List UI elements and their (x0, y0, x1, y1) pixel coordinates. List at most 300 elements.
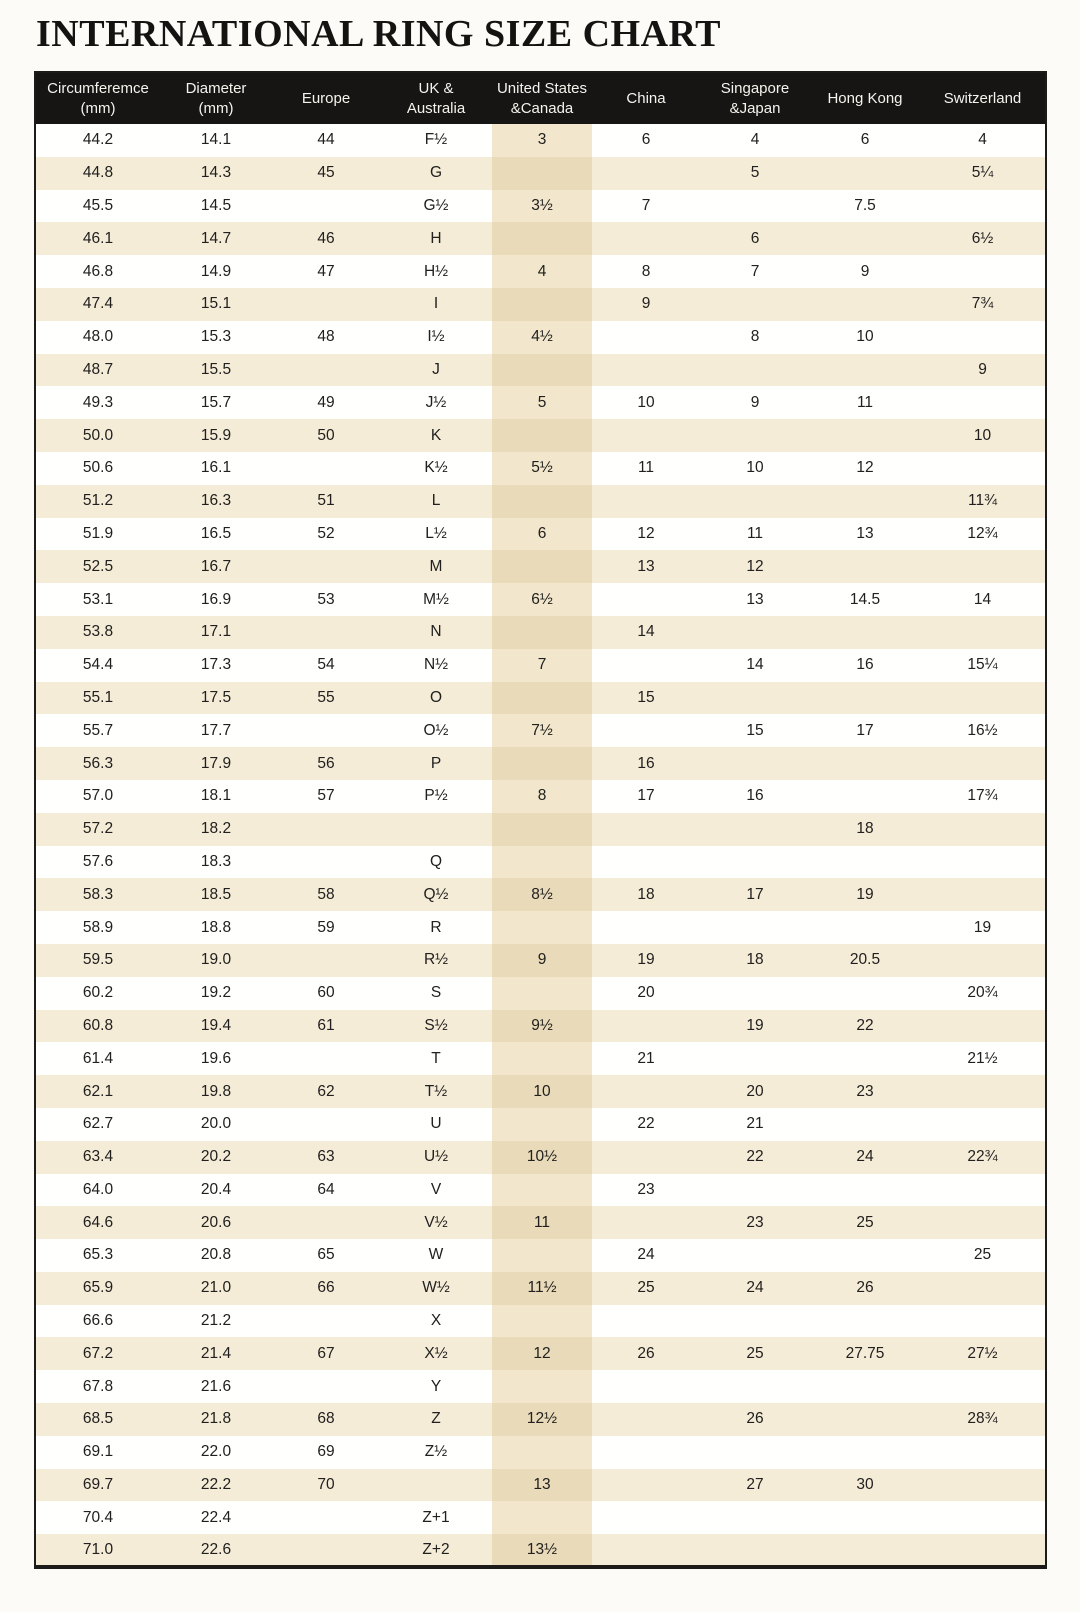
cell-europe: 53 (272, 583, 380, 616)
cell-hong_kong (810, 1501, 920, 1534)
table-row (35, 649, 1046, 682)
cell-china (592, 1534, 700, 1567)
cell-us_canada (492, 813, 592, 846)
table-row (35, 419, 1046, 452)
cell-diameter_mm: 15.7 (160, 386, 272, 419)
cell-switzerland (920, 255, 1046, 288)
column-header-europe: Europe (272, 72, 380, 124)
cell-uk_australia: Q½ (380, 878, 492, 911)
cell-diameter_mm: 15.3 (160, 321, 272, 354)
cell-us_canada (492, 157, 592, 190)
cell-circumference_mm: 50.6 (35, 452, 160, 485)
table-row (35, 780, 1046, 813)
cell-china: 26 (592, 1337, 700, 1370)
cell-switzerland (920, 1075, 1046, 1108)
cell-uk_australia: T (380, 1042, 492, 1075)
table-row (35, 354, 1046, 387)
cell-china: 21 (592, 1042, 700, 1075)
cell-china (592, 1370, 700, 1403)
cell-uk_australia: Z½ (380, 1436, 492, 1469)
cell-china: 19 (592, 944, 700, 977)
cell-uk_australia: M½ (380, 583, 492, 616)
cell-singapore_japan: 9 (700, 386, 810, 419)
table-row (35, 222, 1046, 255)
cell-us_canada (492, 419, 592, 452)
cell-circumference_mm: 57.0 (35, 780, 160, 813)
cell-switzerland: 10 (920, 419, 1046, 452)
cell-europe: 54 (272, 649, 380, 682)
cell-diameter_mm: 20.6 (160, 1206, 272, 1239)
cell-us_canada: 11½ (492, 1272, 592, 1305)
cell-circumference_mm: 48.0 (35, 321, 160, 354)
cell-us_canada (492, 550, 592, 583)
cell-switzerland (920, 1534, 1046, 1567)
cell-china: 8 (592, 255, 700, 288)
cell-circumference_mm: 59.5 (35, 944, 160, 977)
cell-circumference_mm: 46.8 (35, 255, 160, 288)
cell-circumference_mm: 46.1 (35, 222, 160, 255)
cell-europe (272, 1501, 380, 1534)
cell-singapore_japan (700, 1239, 810, 1272)
cell-europe (272, 288, 380, 321)
cell-hong_kong: 26 (810, 1272, 920, 1305)
table-row (35, 485, 1046, 518)
cell-us_canada (492, 485, 592, 518)
cell-us_canada: 10 (492, 1075, 592, 1108)
cell-diameter_mm: 21.6 (160, 1370, 272, 1403)
cell-china (592, 1403, 700, 1436)
cell-hong_kong (810, 747, 920, 780)
cell-diameter_mm: 22.6 (160, 1534, 272, 1567)
table-row (35, 1403, 1046, 1436)
cell-circumference_mm: 53.8 (35, 616, 160, 649)
cell-hong_kong: 27.75 (810, 1337, 920, 1370)
cell-us_canada: 6 (492, 518, 592, 551)
cell-hong_kong (810, 616, 920, 649)
cell-us_canada: 8½ (492, 878, 592, 911)
cell-europe (272, 550, 380, 583)
cell-europe (272, 1042, 380, 1075)
cell-diameter_mm: 19.4 (160, 1010, 272, 1043)
cell-singapore_japan: 18 (700, 944, 810, 977)
cell-europe: 70 (272, 1469, 380, 1502)
cell-singapore_japan (700, 419, 810, 452)
table-row (35, 386, 1046, 419)
cell-switzerland (920, 321, 1046, 354)
cell-hong_kong: 20.5 (810, 944, 920, 977)
cell-china: 17 (592, 780, 700, 813)
cell-switzerland: 17¾ (920, 780, 1046, 813)
cell-china (592, 1305, 700, 1338)
cell-singapore_japan: 12 (700, 550, 810, 583)
cell-europe: 49 (272, 386, 380, 419)
cell-switzerland: 4 (920, 124, 1046, 157)
cell-europe: 44 (272, 124, 380, 157)
cell-us_canada (492, 1370, 592, 1403)
cell-hong_kong: 22 (810, 1010, 920, 1043)
cell-europe (272, 354, 380, 387)
cell-china (592, 1075, 700, 1108)
cell-europe: 48 (272, 321, 380, 354)
cell-uk_australia: P½ (380, 780, 492, 813)
cell-china (592, 419, 700, 452)
cell-europe: 46 (272, 222, 380, 255)
cell-hong_kong (810, 1174, 920, 1207)
column-header-us_canada: United States &Canada (492, 72, 592, 124)
cell-uk_australia: Y (380, 1370, 492, 1403)
table-row (35, 157, 1046, 190)
cell-diameter_mm: 19.0 (160, 944, 272, 977)
cell-china: 15 (592, 682, 700, 715)
cell-switzerland (920, 1272, 1046, 1305)
page-title: INTERNATIONAL RING SIZE CHART (36, 13, 721, 55)
cell-uk_australia: L½ (380, 518, 492, 551)
cell-us_canada (492, 1108, 592, 1141)
cell-switzerland (920, 1436, 1046, 1469)
cell-china (592, 583, 700, 616)
cell-us_canada (492, 222, 592, 255)
cell-europe (272, 1305, 380, 1338)
cell-switzerland: 11¾ (920, 485, 1046, 518)
cell-china: 23 (592, 1174, 700, 1207)
cell-hong_kong (810, 1042, 920, 1075)
cell-switzerland: 6½ (920, 222, 1046, 255)
cell-singapore_japan (700, 354, 810, 387)
cell-hong_kong: 25 (810, 1206, 920, 1239)
cell-singapore_japan (700, 485, 810, 518)
cell-europe: 50 (272, 419, 380, 452)
cell-europe (272, 1108, 380, 1141)
cell-diameter_mm: 17.7 (160, 714, 272, 747)
cell-diameter_mm: 22.0 (160, 1436, 272, 1469)
table-row (35, 190, 1046, 223)
cell-us_canada: 7½ (492, 714, 592, 747)
cell-circumference_mm: 57.6 (35, 846, 160, 879)
cell-china (592, 1501, 700, 1534)
table-row (35, 944, 1046, 977)
cell-us_canada (492, 1239, 592, 1272)
cell-switzerland: 15¼ (920, 649, 1046, 682)
cell-europe: 51 (272, 485, 380, 518)
cell-china (592, 1436, 700, 1469)
cell-singapore_japan (700, 1174, 810, 1207)
cell-diameter_mm: 20.8 (160, 1239, 272, 1272)
cell-singapore_japan (700, 977, 810, 1010)
table-row (35, 1534, 1046, 1567)
cell-europe (272, 616, 380, 649)
cell-hong_kong (810, 1305, 920, 1338)
cell-switzerland: 28¾ (920, 1403, 1046, 1436)
cell-us_canada: 5 (492, 386, 592, 419)
cell-switzerland (920, 1108, 1046, 1141)
cell-switzerland (920, 190, 1046, 223)
cell-us_canada: 12½ (492, 1403, 592, 1436)
cell-uk_australia: M (380, 550, 492, 583)
cell-us_canada: 3½ (492, 190, 592, 223)
table-row (35, 1337, 1046, 1370)
cell-europe (272, 452, 380, 485)
table-row (35, 714, 1046, 747)
cell-hong_kong: 7.5 (810, 190, 920, 223)
cell-uk_australia: T½ (380, 1075, 492, 1108)
cell-diameter_mm: 14.1 (160, 124, 272, 157)
cell-singapore_japan: 25 (700, 1337, 810, 1370)
cell-hong_kong: 12 (810, 452, 920, 485)
cell-diameter_mm: 18.3 (160, 846, 272, 879)
cell-switzerland (920, 386, 1046, 419)
cell-uk_australia: R (380, 911, 492, 944)
cell-hong_kong (810, 550, 920, 583)
table-row (35, 255, 1046, 288)
cell-hong_kong (810, 682, 920, 715)
cell-china (592, 813, 700, 846)
column-header-switzerland: Switzerland (920, 72, 1046, 124)
cell-circumference_mm: 66.6 (35, 1305, 160, 1338)
cell-china (592, 222, 700, 255)
ring-size-table (34, 71, 1047, 1569)
cell-hong_kong: 19 (810, 878, 920, 911)
cell-europe: 62 (272, 1075, 380, 1108)
cell-circumference_mm: 62.7 (35, 1108, 160, 1141)
cell-singapore_japan (700, 1042, 810, 1075)
column-header-hong_kong: Hong Kong (810, 72, 920, 124)
cell-circumference_mm: 69.1 (35, 1436, 160, 1469)
cell-circumference_mm: 65.3 (35, 1239, 160, 1272)
cell-diameter_mm: 16.7 (160, 550, 272, 583)
column-header-china: China (592, 72, 700, 124)
cell-singapore_japan: 17 (700, 878, 810, 911)
cell-hong_kong: 14.5 (810, 583, 920, 616)
cell-switzerland (920, 1174, 1046, 1207)
cell-us_canada: 13 (492, 1469, 592, 1502)
cell-circumference_mm: 54.4 (35, 649, 160, 682)
cell-diameter_mm: 17.1 (160, 616, 272, 649)
cell-singapore_japan: 22 (700, 1141, 810, 1174)
cell-diameter_mm: 19.2 (160, 977, 272, 1010)
cell-uk_australia: H½ (380, 255, 492, 288)
cell-singapore_japan: 23 (700, 1206, 810, 1239)
cell-us_canada (492, 977, 592, 1010)
cell-hong_kong: 6 (810, 124, 920, 157)
cell-china (592, 1010, 700, 1043)
table-row (35, 1370, 1046, 1403)
cell-uk_australia: U½ (380, 1141, 492, 1174)
cell-us_canada (492, 354, 592, 387)
table-row (35, 1141, 1046, 1174)
cell-china (592, 911, 700, 944)
cell-switzerland: 20¾ (920, 977, 1046, 1010)
cell-uk_australia: S½ (380, 1010, 492, 1043)
cell-switzerland: 25 (920, 1239, 1046, 1272)
table-row (35, 1108, 1046, 1141)
cell-china: 7 (592, 190, 700, 223)
cell-europe: 64 (272, 1174, 380, 1207)
cell-us_canada (492, 1042, 592, 1075)
cell-hong_kong (810, 485, 920, 518)
cell-singapore_japan: 8 (700, 321, 810, 354)
cell-hong_kong (810, 780, 920, 813)
cell-europe: 69 (272, 1436, 380, 1469)
cell-diameter_mm: 14.3 (160, 157, 272, 190)
cell-circumference_mm: 55.7 (35, 714, 160, 747)
cell-uk_australia: Z+2 (380, 1534, 492, 1567)
cell-hong_kong (810, 911, 920, 944)
table-row (35, 1075, 1046, 1108)
page (0, 12, 1080, 1569)
cell-singapore_japan (700, 911, 810, 944)
cell-switzerland: 27½ (920, 1337, 1046, 1370)
cell-hong_kong: 24 (810, 1141, 920, 1174)
cell-diameter_mm: 17.3 (160, 649, 272, 682)
cell-switzerland: 14 (920, 583, 1046, 616)
cell-singapore_japan: 7 (700, 255, 810, 288)
cell-europe: 57 (272, 780, 380, 813)
table-row (35, 1239, 1046, 1272)
cell-circumference_mm: 52.5 (35, 550, 160, 583)
table-row (35, 124, 1046, 157)
cell-china: 25 (592, 1272, 700, 1305)
cell-singapore_japan: 10 (700, 452, 810, 485)
column-header-circumference_mm: Circumferemce (mm) (35, 72, 160, 124)
cell-circumference_mm: 60.8 (35, 1010, 160, 1043)
cell-diameter_mm: 18.1 (160, 780, 272, 813)
cell-uk_australia: L (380, 485, 492, 518)
cell-uk_australia (380, 1469, 492, 1502)
cell-diameter_mm: 15.5 (160, 354, 272, 387)
cell-uk_australia: N½ (380, 649, 492, 682)
cell-china (592, 321, 700, 354)
cell-switzerland (920, 747, 1046, 780)
cell-singapore_japan (700, 1305, 810, 1338)
cell-diameter_mm: 21.8 (160, 1403, 272, 1436)
cell-china (592, 649, 700, 682)
cell-hong_kong: 30 (810, 1469, 920, 1502)
cell-hong_kong: 13 (810, 518, 920, 551)
cell-uk_australia: I½ (380, 321, 492, 354)
cell-us_canada: 7 (492, 649, 592, 682)
cell-circumference_mm: 47.4 (35, 288, 160, 321)
cell-circumference_mm: 50.0 (35, 419, 160, 452)
cell-switzerland (920, 813, 1046, 846)
cell-switzerland: 22¾ (920, 1141, 1046, 1174)
cell-diameter_mm: 20.2 (160, 1141, 272, 1174)
cell-diameter_mm: 21.0 (160, 1272, 272, 1305)
cell-us_canada: 6½ (492, 583, 592, 616)
cell-switzerland (920, 1370, 1046, 1403)
cell-switzerland (920, 878, 1046, 911)
cell-circumference_mm: 44.2 (35, 124, 160, 157)
cell-diameter_mm: 16.3 (160, 485, 272, 518)
cell-diameter_mm: 15.9 (160, 419, 272, 452)
cell-us_canada (492, 1174, 592, 1207)
cell-singapore_japan: 20 (700, 1075, 810, 1108)
cell-uk_australia: Q (380, 846, 492, 879)
cell-us_canada (492, 1501, 592, 1534)
cell-us_canada: 10½ (492, 1141, 592, 1174)
cell-uk_australia: I (380, 288, 492, 321)
cell-switzerland (920, 1501, 1046, 1534)
cell-singapore_japan: 4 (700, 124, 810, 157)
cell-singapore_japan (700, 1534, 810, 1567)
cell-uk_australia: O (380, 682, 492, 715)
cell-diameter_mm: 19.6 (160, 1042, 272, 1075)
cell-uk_australia: W (380, 1239, 492, 1272)
cell-circumference_mm: 49.3 (35, 386, 160, 419)
cell-hong_kong (810, 222, 920, 255)
cell-uk_australia: P (380, 747, 492, 780)
cell-singapore_japan (700, 190, 810, 223)
cell-uk_australia: V½ (380, 1206, 492, 1239)
cell-china: 13 (592, 550, 700, 583)
cell-us_canada: 3 (492, 124, 592, 157)
table-row (35, 977, 1046, 1010)
cell-china: 12 (592, 518, 700, 551)
cell-europe (272, 813, 380, 846)
cell-switzerland: 21½ (920, 1042, 1046, 1075)
table-row (35, 616, 1046, 649)
cell-uk_australia: K½ (380, 452, 492, 485)
cell-china (592, 157, 700, 190)
cell-singapore_japan: 14 (700, 649, 810, 682)
cell-uk_australia: G½ (380, 190, 492, 223)
cell-diameter_mm: 20.0 (160, 1108, 272, 1141)
cell-europe (272, 190, 380, 223)
cell-china (592, 1469, 700, 1502)
cell-hong_kong (810, 846, 920, 879)
cell-hong_kong (810, 354, 920, 387)
cell-switzerland (920, 682, 1046, 715)
cell-circumference_mm: 55.1 (35, 682, 160, 715)
cell-europe: 55 (272, 682, 380, 715)
cell-singapore_japan: 27 (700, 1469, 810, 1502)
cell-china (592, 1141, 700, 1174)
cell-us_canada (492, 288, 592, 321)
cell-circumference_mm: 60.2 (35, 977, 160, 1010)
cell-europe: 60 (272, 977, 380, 1010)
cell-circumference_mm: 69.7 (35, 1469, 160, 1502)
cell-uk_australia: N (380, 616, 492, 649)
cell-hong_kong (810, 419, 920, 452)
cell-circumference_mm: 67.2 (35, 1337, 160, 1370)
cell-uk_australia: F½ (380, 124, 492, 157)
cell-singapore_japan (700, 846, 810, 879)
cell-diameter_mm: 19.8 (160, 1075, 272, 1108)
table-row (35, 1042, 1046, 1075)
cell-singapore_japan (700, 813, 810, 846)
cell-diameter_mm: 16.5 (160, 518, 272, 551)
cell-switzerland: 9 (920, 354, 1046, 387)
cell-uk_australia: W½ (380, 1272, 492, 1305)
cell-switzerland (920, 616, 1046, 649)
table-row (35, 846, 1046, 879)
cell-china (592, 714, 700, 747)
cell-switzerland (920, 1010, 1046, 1043)
cell-circumference_mm: 62.1 (35, 1075, 160, 1108)
cell-us_canada (492, 1436, 592, 1469)
cell-circumference_mm: 64.0 (35, 1174, 160, 1207)
cell-uk_australia: Z+1 (380, 1501, 492, 1534)
cell-us_canada (492, 911, 592, 944)
cell-uk_australia: H (380, 222, 492, 255)
cell-diameter_mm: 17.5 (160, 682, 272, 715)
cell-hong_kong (810, 288, 920, 321)
cell-us_canada: 4 (492, 255, 592, 288)
cell-china (592, 846, 700, 879)
cell-europe: 63 (272, 1141, 380, 1174)
cell-hong_kong: 10 (810, 321, 920, 354)
table-row (35, 911, 1046, 944)
cell-europe: 45 (272, 157, 380, 190)
